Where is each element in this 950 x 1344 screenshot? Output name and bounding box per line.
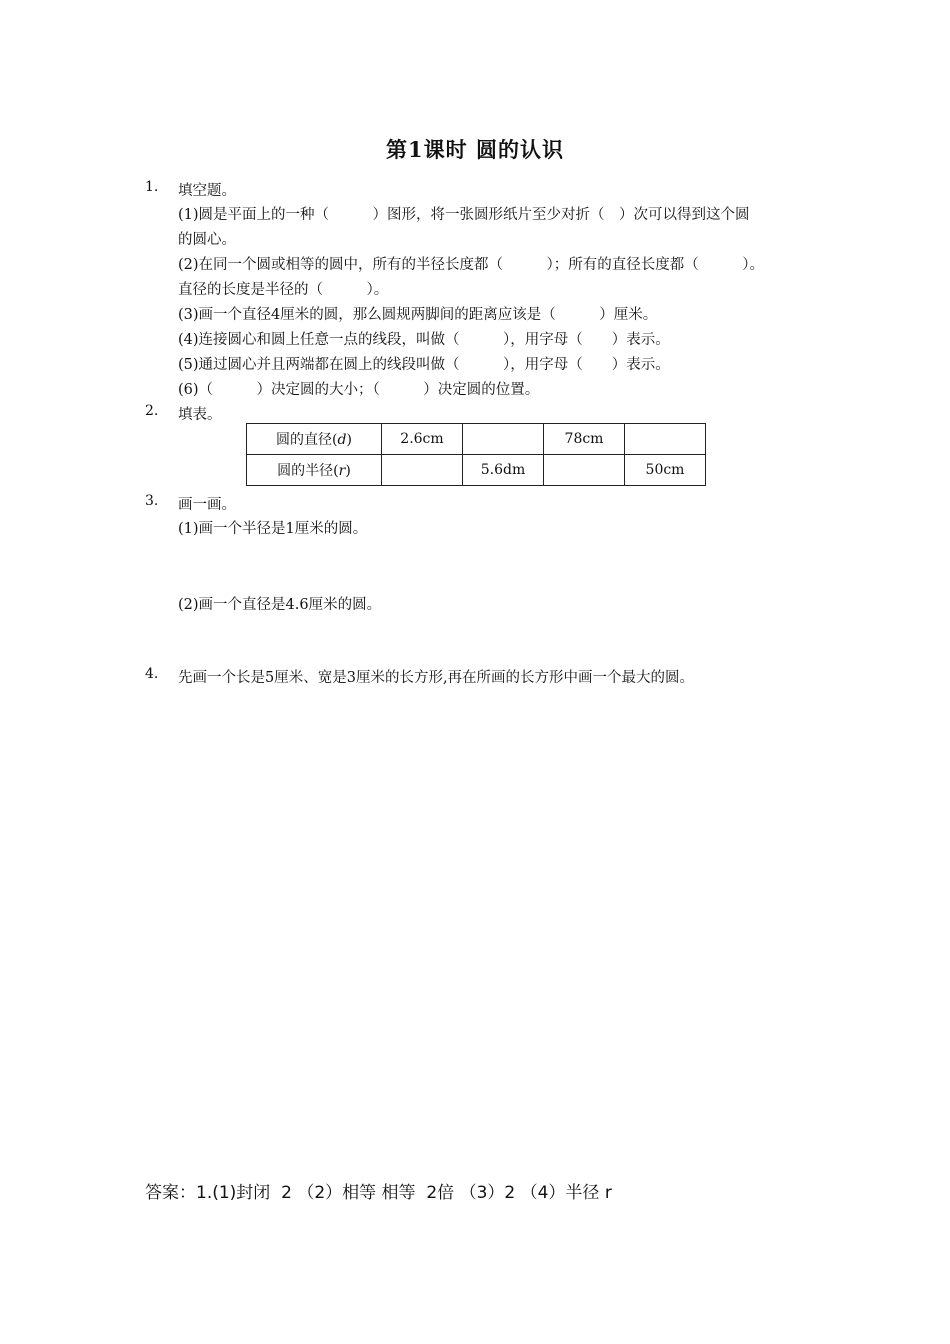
table-row — [247, 455, 706, 486]
table-row-label: 圆的半径(r) — [247, 455, 382, 486]
table-cell — [625, 424, 706, 455]
q3-item: (1)画一个半径是1厘米的圆。 — [178, 521, 368, 537]
table-cell — [463, 424, 544, 455]
table-cell: 50cm — [625, 455, 706, 486]
q1-heading: 填空题。 — [178, 183, 236, 199]
table-cell: 78cm — [544, 424, 625, 455]
diameter-radius-table — [246, 423, 706, 486]
q4-text: 先画一个长是5厘米、宽是3厘米的长方形,再在所画的长方形中画一个最大的圆。 — [178, 670, 695, 686]
q3-item: (2)画一个直径是4.6厘米的圆。 — [178, 597, 382, 613]
q1-line: (4)连接圆心和圆上任意一点的线段，叫做（ ），用字母（ ）表示。 — [178, 332, 670, 348]
q1-line: (3)画一个直径4厘米的圆，那么圆规两脚间的距离应该是（ ）厘米。 — [178, 307, 658, 323]
q2-heading: 填表。 — [178, 407, 222, 423]
q1-line: (5)通过圆心并且两端都在圆上的线段叫做（ ），用字母（ ）表示。 — [178, 357, 670, 373]
q1-line: (1)圆是平面上的一种（ ）图形，将一张圆形纸片至少对折（ ）次可以得到这个圆 — [178, 207, 750, 223]
page-title: 第1课时 圆的认识 — [386, 137, 564, 162]
q1-line: 直径的长度是半径的（ ）。 — [178, 282, 389, 298]
answer-key: 答案：1.(1)封闭 2 （2）相等 相等 2倍 （3）2 （4）半径 r — [145, 1183, 612, 1203]
table-cell — [544, 455, 625, 486]
q1-line: 的圆心。 — [178, 232, 236, 248]
q3-number: 3. — [145, 493, 159, 509]
q4-number: 4. — [145, 666, 159, 682]
table-row-label: 圆的直径(d) — [247, 424, 382, 455]
table-row — [247, 424, 706, 455]
table-cell: 5.6dm — [463, 455, 544, 486]
q1-line: (6)（ ）决定圆的大小；（ ）决定圆的位置。 — [178, 382, 540, 398]
q1-number: 1. — [145, 179, 159, 195]
q3-heading: 画一画。 — [178, 497, 236, 513]
table-cell: 2.6cm — [382, 424, 463, 455]
table-cell — [382, 455, 463, 486]
q1-line: (2)在同一个圆或相等的圆中，所有的半径长度都（ ）；所有的直径长度都（ ）。 — [178, 257, 765, 273]
q2-number: 2. — [145, 403, 159, 419]
